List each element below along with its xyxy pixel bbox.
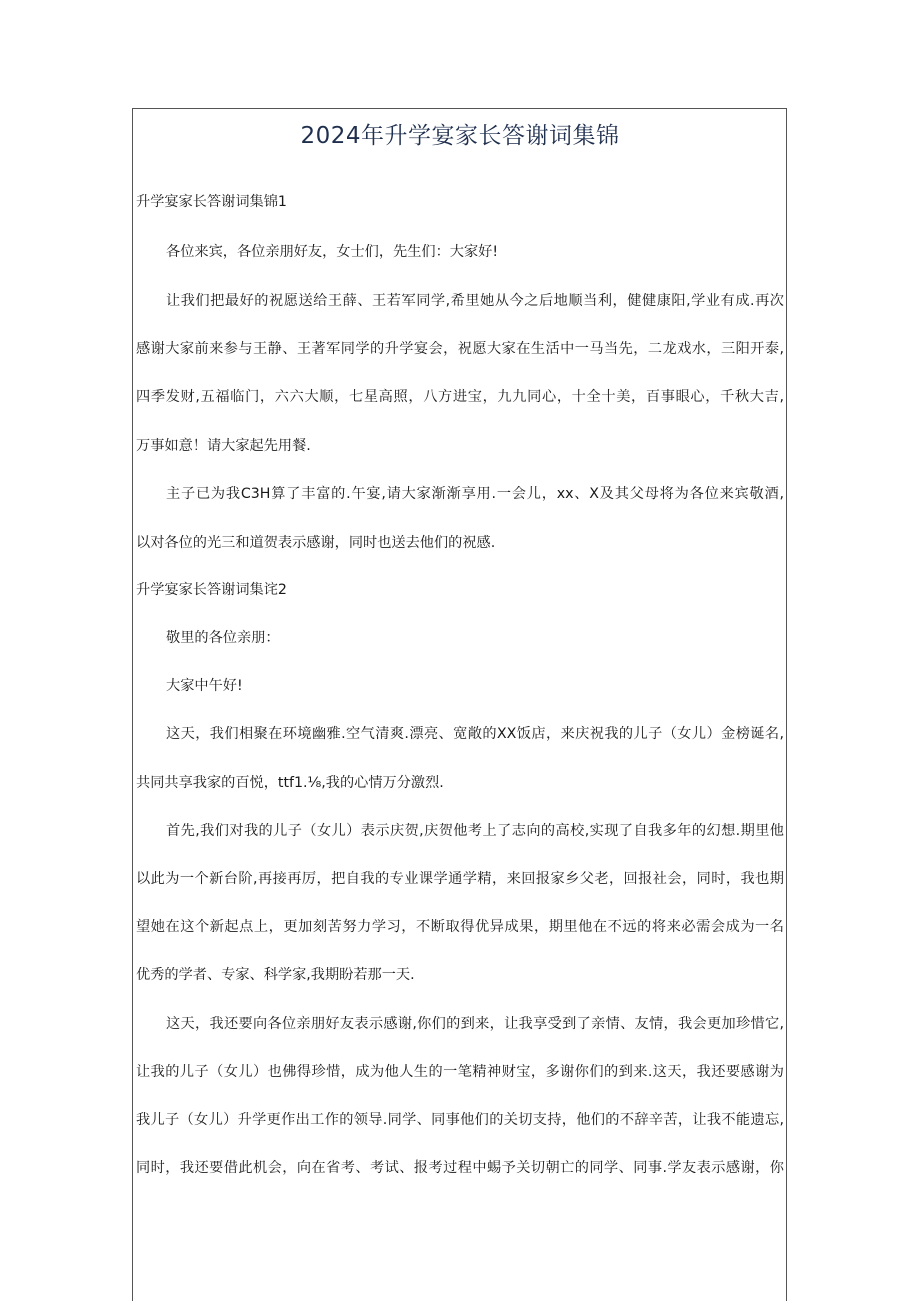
paragraph-line: 以此为一个新台阶,再接再厉，把自我的专业课学通学精，来回报家乡父老，回报社会，同时，我也期 — [136, 871, 784, 887]
paragraph-line: 同时，我还要借此机会，向在省考、考试、报考过程中蜴予关切朝亡的同学、同事.学友表示感谢，你 — [136, 1160, 784, 1176]
section-heading-1: 升学宴家长答谢词集锦1 — [136, 194, 287, 210]
paragraph-line: 首先,我们对我的儿子（女儿）表示庆贺,庆贺他考上了志向的高校,实现了自我多年的幻想.期里他 — [166, 823, 784, 839]
document-title: 2024年升学宴家长答谢词集锦 — [300, 123, 620, 149]
paragraph-line: 敬里的各位亲朋： — [166, 630, 280, 646]
paragraph-line: 四季发财,五福临门，六六大顺，七星高照，八方进宝，九九同心，十全十美，百事眼心，千秋大吉, — [136, 389, 784, 405]
paragraph-line: 共同共享我家的百悦，ttf1.⅛,我的心情万分激烈. — [136, 775, 444, 791]
paragraph-line: 大家中午好! — [166, 678, 243, 694]
paragraph-line: 主子已为我C3H算了丰富的.午宴,请大家渐渐享用.一会儿，xx、X及其父母将为各位来宾敬酒, — [166, 486, 784, 502]
paragraph-line: 这天，我们相聚在环境幽雅.空气清爽.漂亮、宽敞的XX饭店，来庆祝我的儿子（女儿）金榜诞名, — [166, 726, 784, 742]
paragraph-line: 让我的儿子（女儿）也佛得珍惜，成为他人生的一笔精神财宝，多谢你们的到来.这天，我还要感谢为 — [136, 1064, 784, 1080]
paragraph-line: 我儿子（女儿）升学更作出工作的领导.同学、同事他们的关切支持，他们的不辞辛苦，让我不能遗忘, — [136, 1112, 784, 1128]
paragraph-line: 望她在这个新起点上，更加刻苦努力学习，不断取得优异成果，期里他在不远的将来必需会成为一名 — [136, 919, 784, 935]
paragraph-line: 感谢大家前来参与王静、王著军同学的升学宴会，祝愿大家在生活中一马当先，二龙戏水，三阳开泰, — [136, 341, 784, 357]
paragraph-line: 优秀的学者、专家、科学家,我期盼若那一天. — [136, 967, 415, 983]
section-heading-2: 升学宴家长答谢词集诧2 — [136, 582, 287, 598]
paragraph-line: 万事如意！请大家起先用餐. — [136, 438, 311, 454]
paragraph-line: 各位来宾，各位亲朋好友，女士们，先生们：大家好! — [166, 244, 499, 260]
paragraph-line: 这天，我还要向各位亲朋好友表示感谢,你们的到来，让我享受到了亲情、友情，我会更加珍惜它, — [166, 1016, 784, 1032]
paragraph-line: 以对各位的光三和道贺表示感谢，同时也送去他们的祝感. — [136, 535, 496, 551]
paragraph-line: 让我们把最好的祝愿送给王薛、王若军同学,希里她从今之后地顺当利，健健康阳,学业有成.再次 — [166, 293, 784, 309]
